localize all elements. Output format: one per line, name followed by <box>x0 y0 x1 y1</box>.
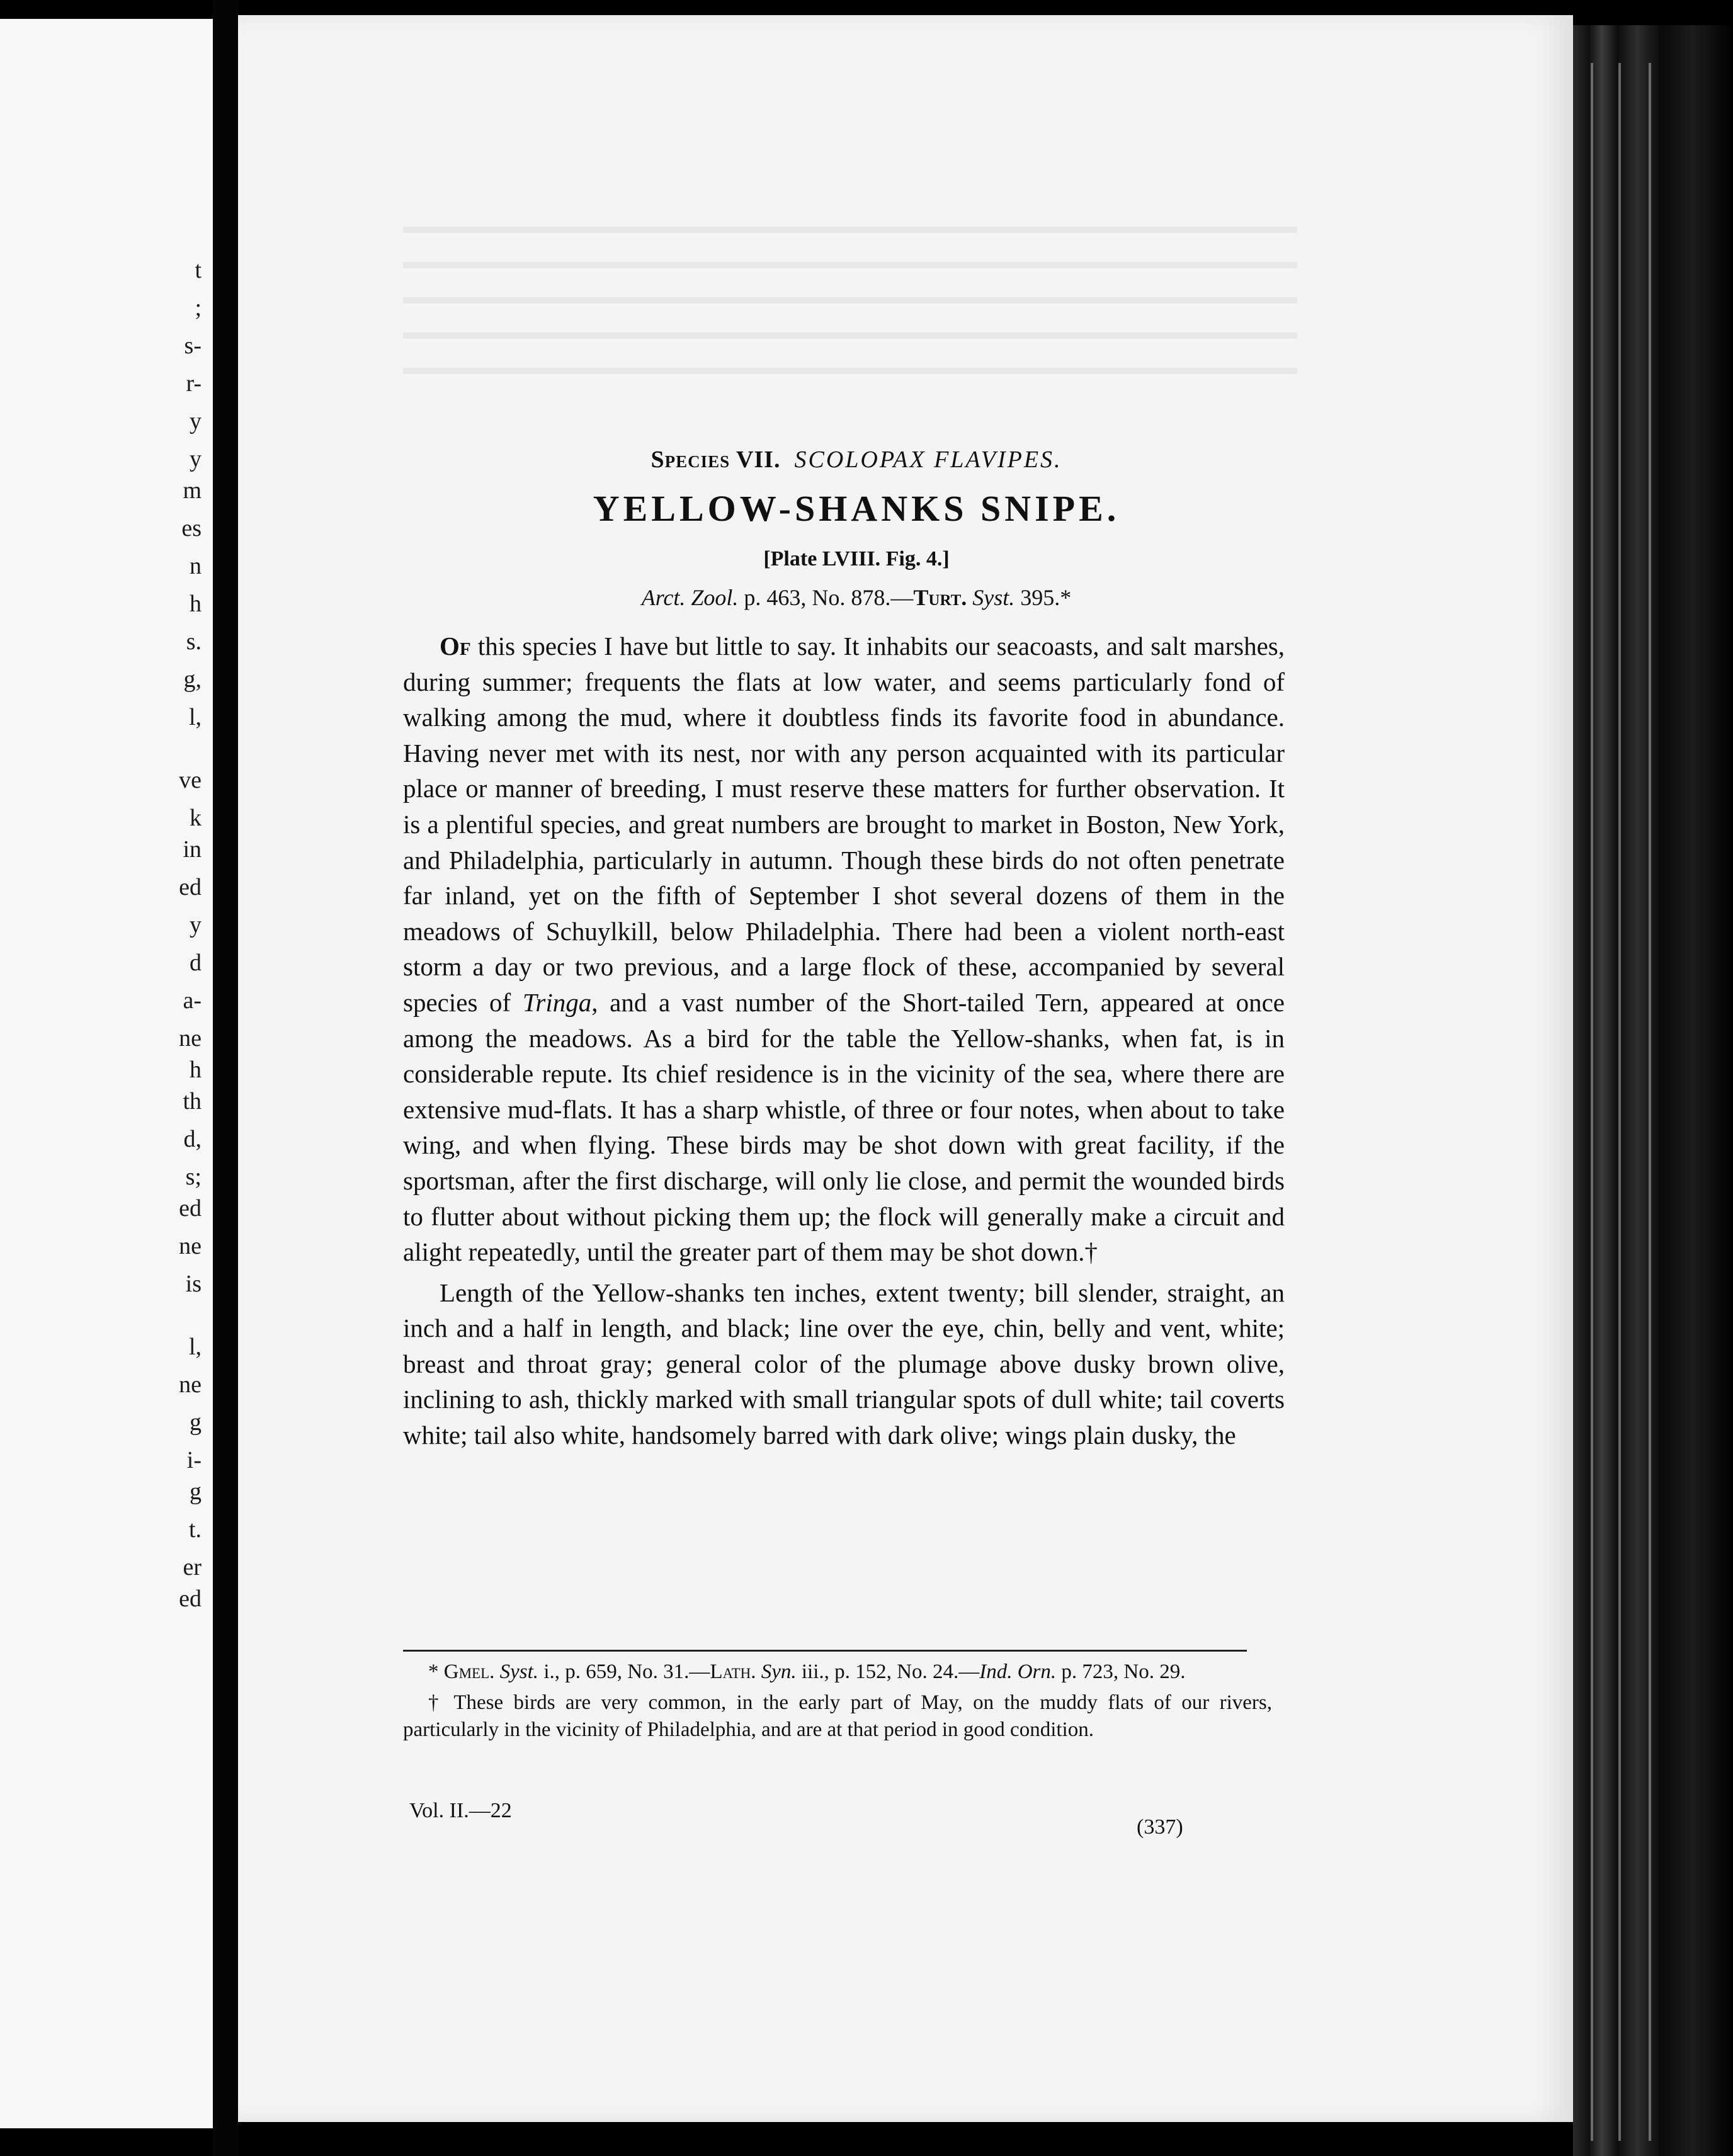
page-edge-line <box>1618 63 1621 2141</box>
facing-page <box>0 19 213 2128</box>
species-label: Species VII. <box>651 446 781 473</box>
body-text <box>403 628 1285 1453</box>
left-page-fragment: th <box>183 1088 202 1115</box>
book-edge <box>1573 25 1733 2156</box>
left-page-fragment: ne <box>179 1371 202 1398</box>
footnote-2: † These birds are very common, in the early part of May, on the muddy flats of our rivers, particularly in the vicinity of Philadelphia, and are at that period in good condition. <box>403 1691 1272 1741</box>
left-page-fragment: g, <box>183 666 202 693</box>
paragraph-1-text-b: , and a vast number of the Short-tailed Tern, appeared at once among the meadows. As a bird for the table the Yellow-shanks, when fat, is in considerable repute. Its chief residence is in the vicinity of the sea, where there are extensive mud-flats. It has a sharp whistle, of three or four notes, when about to take wing, and when flying. These birds may be shot down with great facility, if the sportsman, after the first discharge, will only lie close, and permit the wounded birds to flutter about without picking them up; the flock will generally make a circuit and alight repeatedly, until the greater part of them may be shot down.† <box>403 987 1285 1267</box>
page-edge-line <box>1591 63 1593 2141</box>
left-page-fragment: ve <box>179 767 202 793</box>
left-page-fragment: g <box>190 1409 202 1436</box>
footnote-1-ind-orn: Ind. Orn. <box>979 1660 1057 1683</box>
left-page-fragment: l, <box>188 1334 202 1360</box>
left-page-fragment: ne <box>179 1025 202 1052</box>
latin-name: SCOLOPAX FLAVIPES. <box>794 446 1062 473</box>
ref-text-1: p. 463, No. 878.— <box>738 585 914 610</box>
bibliographic-reference <box>403 583 1310 612</box>
footnote-1-lath: Lath. <box>710 1660 756 1683</box>
left-page-fragment: ed <box>179 874 202 900</box>
left-page-fragment: t. <box>188 1516 202 1543</box>
left-page-fragment: is <box>185 1271 202 1297</box>
footnote-1-syst: Syst. <box>494 1660 539 1683</box>
ref-text-2: 395.* <box>1014 585 1072 610</box>
page-number: (337) <box>1137 1815 1183 1839</box>
left-page-fragment: ; <box>195 295 202 321</box>
left-page-fragment: r- <box>186 370 202 397</box>
left-page-fragment: i- <box>186 1447 202 1473</box>
footnote-1-mark: * <box>428 1660 444 1683</box>
footnotes <box>403 1659 1272 1747</box>
left-page-fragment: a- <box>183 987 202 1014</box>
tringa-term: Tringa <box>522 987 592 1017</box>
left-page-fragment: ed <box>179 1586 202 1612</box>
left-page-fragment: g <box>190 1478 202 1505</box>
book-gutter <box>213 0 239 2156</box>
paragraph-1 <box>403 628 1285 1270</box>
footnote-1 <box>403 1659 1272 1686</box>
left-page-fragment: ed <box>179 1195 202 1222</box>
left-page-fragment: h <box>190 1057 202 1083</box>
left-page-fragment: y <box>190 408 202 434</box>
page-edge-line <box>1649 63 1651 2141</box>
left-page-fragment: h <box>190 591 202 617</box>
species-heading <box>403 445 1310 475</box>
left-page-fragment: s. <box>186 628 202 655</box>
left-page-fragment: es <box>181 515 202 542</box>
left-page-fragment: s- <box>184 332 202 359</box>
left-page-fragment: s; <box>185 1164 202 1190</box>
footnote-1-text-c: p. 723, No. 29. <box>1056 1660 1186 1683</box>
left-page-fragment: er <box>183 1554 202 1580</box>
footnote-1-text-b: iii., p. 152, No. 24.— <box>796 1660 980 1683</box>
left-page-fragment: y <box>190 446 202 472</box>
ref-work: Arct. Zool. <box>641 585 739 610</box>
drop-cap: Of <box>440 632 471 661</box>
left-page-fragment: l, <box>188 704 202 730</box>
left-page-fragment: n <box>190 553 202 579</box>
left-page-fragment: t <box>195 257 202 283</box>
common-name-title: YELLOW-SHANKS SNIPE. <box>593 488 1120 529</box>
ref-work-2: Syst. <box>967 585 1015 610</box>
left-page-fragment: d, <box>183 1126 202 1152</box>
footnote-rule <box>403 1650 1247 1652</box>
plate-reference: [Plate LVIII. Fig. 4.] <box>763 547 950 570</box>
paragraph-2: Length of the Yellow-shanks ten inches, extent twenty; bill slender, straight, an inch and a half in length, and black; line over the eye, chin, belly and vent, white; breast and throat gray; general color of the plumage above dusky brown olive, inclining to ash, thickly marked with small triangular spots of dull white; tail coverts white; tail also white, handsomely barred with dark olive; wings plain dusky, the <box>403 1278 1285 1450</box>
volume-signature: Vol. II.—22 <box>409 1799 512 1822</box>
left-page-fragment: d <box>190 950 202 976</box>
footnote-1-gmel: Gmel. <box>443 1660 495 1683</box>
ref-author: Turt. <box>913 585 967 610</box>
left-page-fragment: k <box>190 805 202 831</box>
footnote-1-text-a: i., p. 659, No. 31.— <box>538 1660 710 1683</box>
paragraph-1-text-a: this species I have but little to say. It inhabits our seacoasts, and salt marshes, during summer; frequents the flats at low water, and seems particularly fond of walking among the mud, where it doubtless finds its favorite food in abundance. Having never met with its nest, nor with any person acquainted with its particular place or manner of breeding, I must reserve these matters for further observation. It is a plentiful species, and great numbers are brought to market in Boston, New York, and Philadelphia, particularly in autumn. Though these birds do not often penetrate far inland, yet on the fifth of September I shot several dozens of them in the meadows of Schuylkill, below Philadelphia. There had been a violent north-east storm a day or two previous, and a large flock of these, accompanied by several species of <box>403 632 1285 1017</box>
footnote-1-syn: Syn. <box>756 1660 797 1683</box>
bleed-through-text <box>403 208 1297 397</box>
left-page-fragment: m <box>183 477 202 504</box>
left-page-fragment: ne <box>179 1233 202 1259</box>
left-page-fragment: in <box>183 836 202 863</box>
left-page-fragment: y <box>190 912 202 938</box>
